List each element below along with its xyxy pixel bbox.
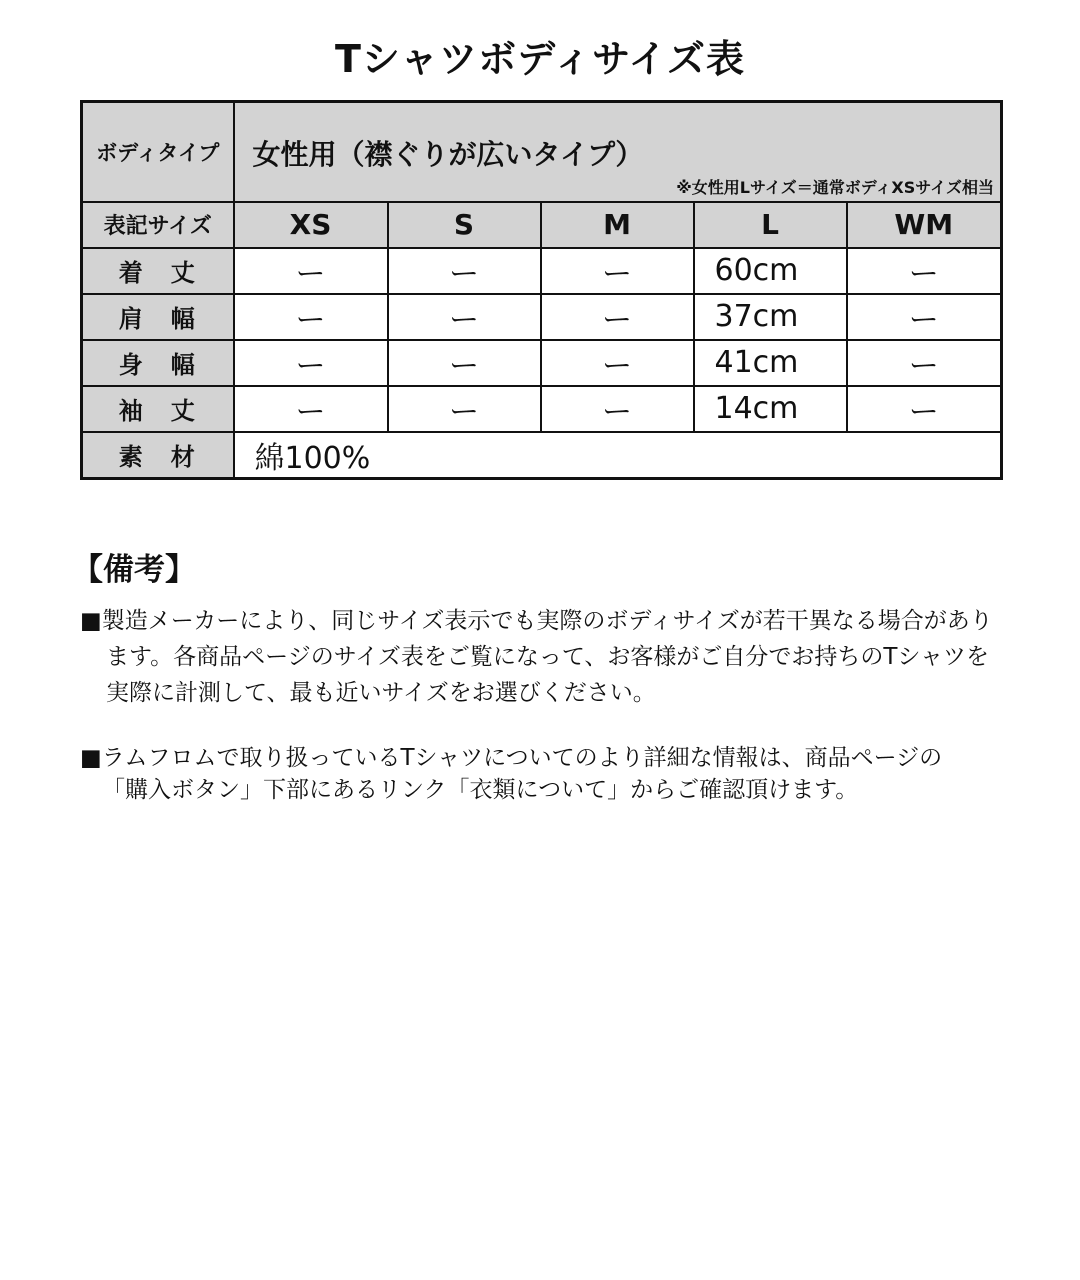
note-line: ■ラムフロムで取り扱っているTシャツについてのより詳細な情報は、商品ページの — [80, 745, 943, 771]
table-cell: ー — [388, 248, 541, 294]
table-cell: ー — [541, 340, 694, 386]
table-cell: ー — [234, 340, 388, 386]
row-label-length: 着 丈 — [82, 248, 234, 294]
table-cell: ー — [541, 386, 694, 432]
body-type-label: ボディタイプ — [82, 102, 234, 202]
material-label: 素 材 — [82, 432, 234, 479]
note-more-info — [80, 742, 1000, 806]
body-type-note: ※女性用Lサイズ＝通常ボディXSサイズ相当 — [676, 177, 994, 197]
table-cell: ー — [847, 340, 1002, 386]
size-head-l: L — [694, 202, 847, 248]
table-cell: ー — [388, 386, 541, 432]
table-cell: 37cm — [694, 294, 847, 340]
note-line: 「購入ボタン」下部にあるリンク「衣類について」からご確認頂けます。 — [102, 777, 859, 803]
note-line: ■製造メーカーにより、同じサイズ表示でも実際のボディサイズが若干異なる場合があり — [80, 608, 993, 634]
table-cell: ー — [847, 294, 1002, 340]
table-cell: 60cm — [694, 248, 847, 294]
note-line: 実際に計測して、最も近いサイズをお選びください。 — [106, 680, 656, 706]
table-cell: ー — [847, 386, 1002, 432]
table-cell: ー — [541, 248, 694, 294]
size-label-head: 表記サイズ — [82, 202, 234, 248]
note-manufacturer-variation — [80, 603, 1000, 711]
table-cell: 14cm — [694, 386, 847, 432]
size-head-m: M — [541, 202, 694, 248]
table-cell: ー — [388, 340, 541, 386]
table-cell: ー — [234, 386, 388, 432]
page-title: Tシャツボディサイズ表 — [334, 37, 746, 81]
body-type-value: 女性用（襟ぐりが広いタイプ） — [252, 138, 644, 171]
row-label-shoulder: 肩 幅 — [82, 294, 234, 340]
size-table — [80, 100, 1003, 480]
table-row — [82, 386, 1002, 432]
size-head-wm: WM — [847, 202, 1002, 248]
table-row — [82, 248, 1002, 294]
size-head-xs: XS — [234, 202, 388, 248]
size-header-row — [82, 202, 1002, 248]
size-head-s: S — [388, 202, 541, 248]
notes-heading: 【備考】 — [72, 552, 196, 588]
table-cell: ー — [234, 248, 388, 294]
table-cell: ー — [234, 294, 388, 340]
material-value: 綿100% — [234, 432, 1002, 479]
table-cell: ー — [847, 248, 1002, 294]
table-cell: ー — [388, 294, 541, 340]
row-label-chest: 身 幅 — [82, 340, 234, 386]
body-type-cell — [234, 102, 1002, 202]
material-row — [82, 432, 1002, 479]
note-line: ます。各商品ページのサイズ表をご覧になって、お客様がご自分でお持ちのTシャツを — [106, 644, 989, 670]
table-cell: 41cm — [694, 340, 847, 386]
row-label-sleeve: 袖 丈 — [82, 386, 234, 432]
body-type-row — [82, 102, 1002, 202]
table-row — [82, 294, 1002, 340]
table-row — [82, 340, 1002, 386]
table-cell: ー — [541, 294, 694, 340]
